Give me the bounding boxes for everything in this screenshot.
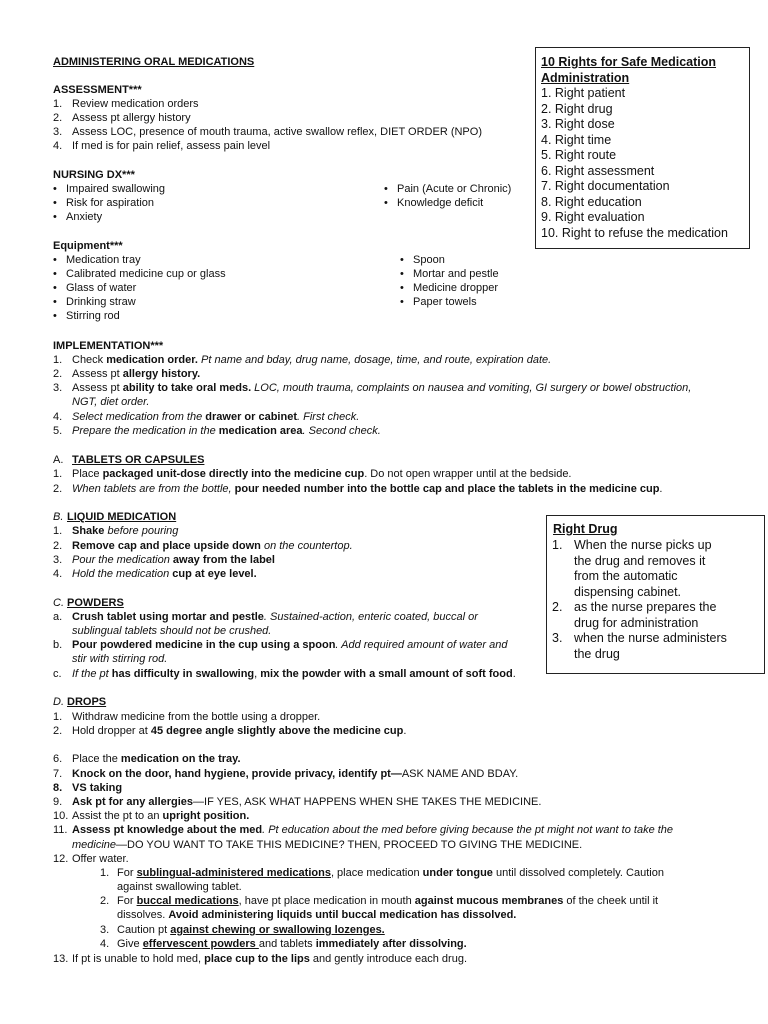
nursing-dx-item: • Impaired swallowing <box>53 183 166 195</box>
implementation-step: 1. Check medication order. Pt name and bday, drug name, dosage, time, and route, expiration date. <box>53 354 552 366</box>
implementation-heading: IMPLEMENTATION*** <box>53 340 164 352</box>
right-drug-box <box>546 515 765 674</box>
nursing-dx-item: • Anxiety <box>53 211 103 223</box>
right-drug-title: Right Drug <box>553 522 618 536</box>
assessment-item: 4. If med is for pain relief, assess pain level <box>53 140 271 152</box>
tablets-step: 2. When tablets are from the bottle, pour needed number into the bottle cap and place the tablets in the medicine cup. <box>53 483 663 495</box>
implementation-step: 3. Assess pt ability to take oral meds. LOC, mouth trauma, complaints on nausea and vomiting, GI surgery or bowel obstruction, <box>53 382 692 394</box>
rights-item: 6. Right assessment <box>541 163 655 178</box>
rights-item: 2. Right drug <box>541 101 613 116</box>
nursing-dx-item: • Risk for aspiration <box>53 197 155 209</box>
rights-item: 10. Right to refuse the medication <box>541 225 728 240</box>
nursing-dx-item: • Pain (Acute or Chronic) <box>384 183 512 195</box>
step-item: 10. Assist the pt to an upright position. <box>53 810 250 822</box>
equipment-heading: Equipment*** <box>53 240 123 252</box>
powders-step-cont: stir with stirring rod. <box>72 653 168 665</box>
rights-item: 4. Right time <box>541 132 612 147</box>
equipment-item: • Drinking straw <box>53 296 136 308</box>
right-drug-item: 1. When the nurse picks up the drug and removes it from the automatic dispensing cabinet. <box>552 538 712 599</box>
powders-step-cont: sublingual tablets should not be crushed. <box>72 625 272 637</box>
rights-item: 5. Right route <box>541 148 617 162</box>
liquid-step: 3. Pour the medication away from the label <box>53 554 275 566</box>
equipment-item: • Stirring rod <box>53 310 120 322</box>
liquid-step: 4. Hold the medication cup at eye level. <box>53 568 257 580</box>
tablets-heading: A. TABLETS OR CAPSULES <box>53 454 205 466</box>
step-item: 12. Offer water. <box>53 853 129 865</box>
powders-heading: C. POWDERS <box>53 597 124 609</box>
assessment-item: 2. Assess pt allergy history <box>53 112 191 124</box>
equipment-item: • Spoon <box>400 254 445 266</box>
nursing-dx-item: • Knowledge deficit <box>384 197 484 209</box>
rights-item: 7. Right documentation <box>541 179 670 193</box>
drops-heading: D. DROPS <box>53 696 107 708</box>
step-item-cont: medicine—DO YOU WANT TO TAKE THIS MEDICINE? THEN, PROCEED TO GIVING THE MEDICINE. <box>72 839 583 851</box>
step-item: 8. VS taking <box>53 782 123 794</box>
powders-step: c. If the pt has difficulty in swallowing, mix the powder with a small amount of soft food. <box>53 668 516 680</box>
sub-step-cont: against swallowing tablet. <box>117 881 242 893</box>
step-item: 13. If pt is unable to hold med, place cup to the lips and gently introduce each drug. <box>53 953 468 965</box>
implementation-step: 5. Prepare the medication in the medication area. Second check. <box>53 425 381 437</box>
step-item: 9. Ask pt for any allergies—IF YES, ASK WHAT HAPPENS WHEN SHE TAKES THE MEDICINE. <box>53 796 542 808</box>
rights-item: 3. Right dose <box>541 117 615 131</box>
assessment-heading: ASSESSMENT*** <box>53 84 142 96</box>
right-drug-item: 2. as the nurse prepares the drug for administration <box>552 600 717 630</box>
implementation-step: 4. Select medication from the drawer or cabinet. First check. <box>53 411 360 423</box>
sub-step: 3. Caution pt against chewing or swallowing lozenges. <box>100 924 385 936</box>
liquid-step: 2. Remove cap and place upside down on the countertop. <box>53 540 353 552</box>
rights-box-title: Administration <box>541 70 630 85</box>
tablets-step: 1. Place packaged unit-dose directly into the medicine cup. Do not open wrapper until at the bedside. <box>53 468 572 480</box>
assessment-item: 1. Review medication orders <box>53 98 199 110</box>
assessment-item: 3. Assess LOC, presence of mouth trauma, active swallow reflex, DIET ORDER (NPO) <box>53 126 482 138</box>
equipment-item: • Calibrated medicine cup or glass <box>53 268 226 280</box>
implementation-step: 2. Assess pt allergy history. <box>53 368 201 380</box>
sub-step: 1. For sublingual-administered medications, place medication under tongue until dissolved completely. Caution <box>100 867 664 879</box>
sub-step: 2. For buccal medications, have pt place medication in mouth against mucous membranes of the cheek until it <box>100 895 659 907</box>
rights-item: 9. Right evaluation <box>541 210 645 224</box>
liquid-heading: B. LIQUID MEDICATION <box>53 511 177 523</box>
implementation-step-cont: NGT, diet order. <box>72 396 150 408</box>
powders-step: b. Pour powdered medicine in the cup using a spoon. Add required amount of water and <box>53 639 508 651</box>
step-item: 6. Place the medication on the tray. <box>53 753 241 765</box>
page-title: ADMINISTERING ORAL MEDICATIONS <box>53 56 255 68</box>
equipment-item: • Mortar and pestle <box>400 268 499 280</box>
rights-box <box>535 47 750 249</box>
equipment-item: • Paper towels <box>400 296 477 308</box>
equipment-item: • Glass of water <box>53 282 137 294</box>
powders-step: a. Crush tablet using mortar and pestle. Sustained-action, enteric coated, buccal or <box>53 611 478 623</box>
step-item: 7. Knock on the door, hand hygiene, provide privacy, identify pt—ASK NAME AND BDAY. <box>53 768 519 780</box>
drops-step: 1. Withdraw medicine from the bottle using a dropper. <box>53 711 321 723</box>
sub-step: 4. Give effervescent powders and tablets immediately after dissolving. <box>100 938 467 950</box>
rights-item: 1. Right patient <box>541 86 626 100</box>
equipment-item: • Medicine dropper <box>400 282 498 294</box>
rights-item: 8. Right education <box>541 194 642 209</box>
drops-step: 2. Hold dropper at 45 degree angle slightly above the medicine cup. <box>53 725 407 737</box>
sub-step-cont: dissolves. Avoid administering liquids until buccal medication has dissolved. <box>117 909 517 921</box>
liquid-step: 1. Shake before pouring <box>53 525 179 537</box>
nursing-dx-heading: NURSING DX*** <box>53 169 135 181</box>
rights-box-title: 10 Rights for Safe Medication <box>541 55 717 69</box>
step-item: 11. Assess pt knowledge about the med. Pt education about the med before giving because the pt might not want to take the <box>53 824 674 836</box>
equipment-item: • Medication tray <box>53 254 141 266</box>
right-drug-item: 3. when the nurse administers the drug <box>552 631 727 661</box>
